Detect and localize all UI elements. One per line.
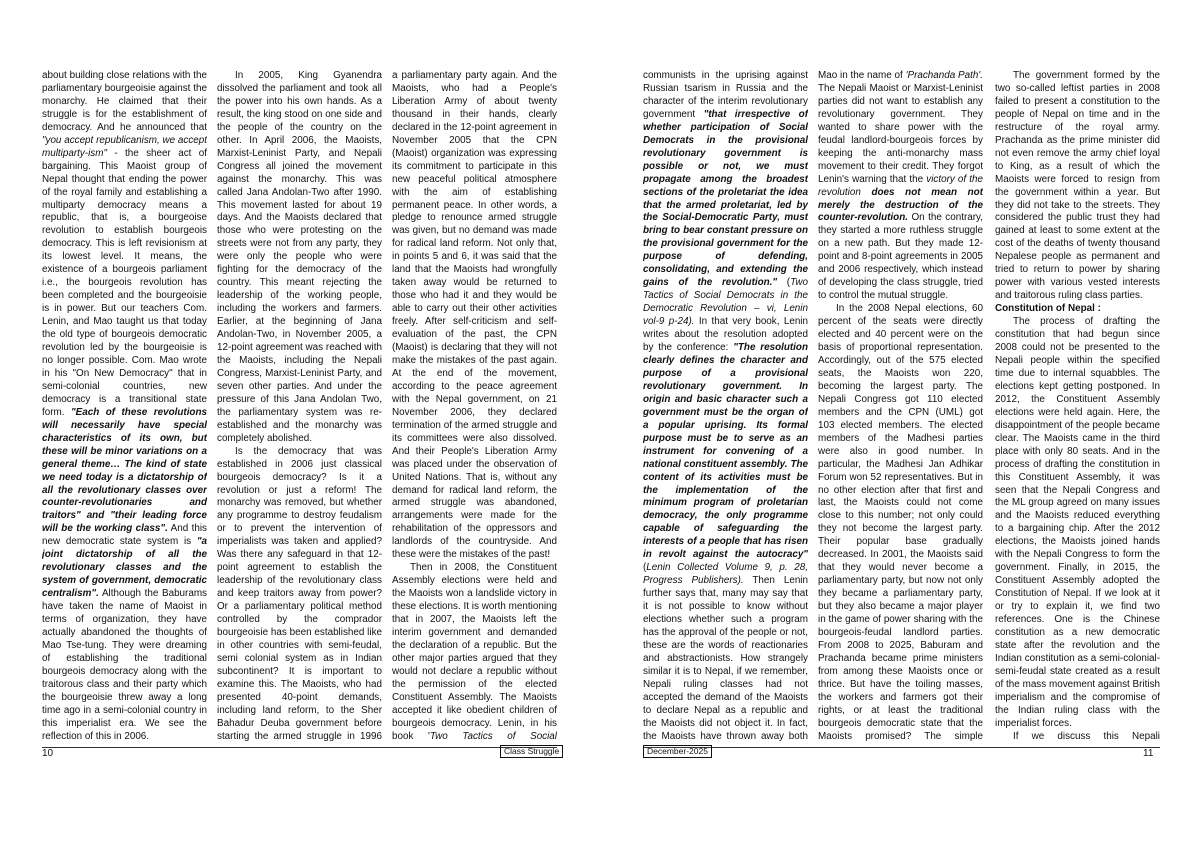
text-column-1 (42, 70, 207, 742)
paragraph: communists in the uprising against Russian tsarism in Russia and the character of the interim revolutionary government "that irrespective of whether participation of Social Democrats in the provisional revolutionary government is possible or not, we must propagate among the broadest sections of the proletariat the idea that the armed proletariat, led by the Social-Democratic Party, must bring to bear constant pressure on the provisional government for the purpose of defending, consolidating, and extending the gains of the revolution." (Two Tactics of Social Democrats in the Democratic Revolution – vi, Lenin vol-9 p-24). In that very book, Lenin writes about the resolution adopted by the conference: "The resolution clearly defines the character and purpose of a provisional revolutionary government. In origin and basic character such a government must be the organ of a popular uprising. Its formal purpose must be to serve as an instrument for convening of a national constituent assembly. The content of its activities must be the implementation of the minimum program of proletarian democracy, the only programme capable of safeguarding the interests of a people that has risen in revolt against the autocracy" (Lenin Collected Volume 9, p. 28, Progress Publishers). Then Lenin further says that, many may say that it is not possible to know without elections whether such a program has the approval of the people or not, these are the words of reactionaries and abstractionists. How strangely similar it is to Nepal, if we remember, Nepali ruling classes had not accepted the demand of the Maoists to declare Nepal as a republic and the Maoists did not object it. In fact, the Maoists have thrown away both (643, 70, 808, 742)
footer-rule-right (643, 747, 1160, 748)
paragraph: about building close relations with the parliamentary bourgeoisie against the monarchy. He claimed that their struggle is for the establishment of democracy. And he announced that "you accept republicanism, we accept multiparty-ism" - the sheer act of bargaining. This Maoist group of Nepal thought that ending the power of the royal family and establishing a multiparty democracy means a republic, that is, a bourgeoise revolution to establish bourgeois democracy. This is left revisionism at its lowest level. It means, the existence of a bourgeois parliament i.e., the bourgeois revolution has been completed and the bourgeoisie is in power. But our teachers Com. Lenin, and Mao taught us that today the old type of bourgeois democratic revolution led by the bourgeoisie is no longer possible. Com. Mao wrote in his "On New Democracy" that in semi-colonial countries, new democracy is a transitional state form. "Each of these revolutions will necessarily have special characteristics of its own, but these will be minor variations on a general theme… The kind of state we need today is a dictatorship of all the revolutionary classes over counter-revolutionaries and traitors" and "their leading force will be the working class". And this new democratic state system is "a joint dictatorship of all the revolutionary classes and the system of government, democratic centralism". Although the Baburams have taken the name of Maoist in terms of organization, they have actually abandoned the thoughts of Mao Tse-tung. They were dreaming of establishing the traditional bourgeois democracy along with the traitorous class and their party which the bourgeoisie threw away a long time ago in a semi-colonial country in this imperialist era. We see the reflection of this in 2006. (42, 70, 207, 742)
paragraph: Is the democracy that was established in 2006 just classical bourgeois democracy? Is it a revolution or just a reform! The monarchy was removed, but whether any programme to destroy feudalism or to prevent the intervention of imperialists was taken and applied? Was there any safeguard in that 12-point agreement to establish the leadership of the revolutionary class and keep traitors away from power? Or a parliamentary political method controlled by the comprador bourgeoisie has been established like in other countries with semi-feudal, semi colonial system as in Indian subcontinent? It is important to examine this. The Maoists, who had presented 40-point demands, including land reform, to the Sher Bahadur Deuba government before starting the armed struggle in 1996 (217, 445, 382, 742)
paragraph: Mao in the name of 'Prachanda Path'. The Nepali Maoist or Marxist-Leninist parties did not want to establish any revolutionary government. They wanted to share power with the feudal landlord-bourgeois forces by keeping the anti-monarchy mass movement to their credit. They forgot Lenin's warning that the victory of the revolution does not mean not merely the destruction of the counter-revolution. On the contrary, they started a more ruthless struggle on a new path. But they made 12-point and 8-point agreements in 2005 and 2006 respectively, which instead of developing the class struggle, tried to control the mutual struggle. (818, 70, 983, 302)
section-heading: Constitution of Nepal : (995, 303, 1101, 315)
page-number-left: 10 (42, 748, 54, 759)
text-column-3 (392, 70, 557, 742)
text-column-4 (643, 70, 808, 742)
paragraph: In 2005, King Gyanendra dissolved the parliament and took all the power into his own hands. As a result, the king stood on one side and the people of the country on the other. In April 2006, the Maoists, Marxist-Leninist Party, and Nepali Congress all joined the movement against the monarchy. This was called Jana Andolan-Two after 1990. This movement lasted for about 19 days. And the Maoists declared that those who were protesting on the streets were not from any party, they were only the people who were fighting for the democracy of the country. This meant rejecting the leadership of the working people, including the workers and farmers. Earlier, at the beginning of Jana Andolan-Two, in November 2005, a 12-point agreement was reached with the Maoists, including the Nepali Congress, Marxist-Leninist Party, and seven other parties. And under the pressure of this Jana Andolan Two, the parliamentary system was re-established and the monarchy was completely abolished. (217, 70, 382, 444)
paragraph: a parliamentary party again. And the Maoists, who had a People's Liberation Army of about twenty thousand in their hands, clearly declared in the 12-point agreement in November 2005 that the CPN (Maoist) organization was expressing its commitment to participate in this new peaceful political atmosphere with the aim of establishing permanent peace. In other words, a pledge to renounce armed struggle was given, but no demand was made for radical land reform. Not only that, in points 5 and 6, it was said that the land that the Maoists had wrongfully taken away would be returned to those who had it and they would be able to carry out their other activities freely. After self-criticism and self-evaluation of the past, the CPN (Maoist) is declaring that they will not make the mistakes of the past again. At the end of the movement, according to the peace agreement with the Nepal government, on 21 November 2006, they declared termination of the armed struggle and its committees were also dissolved. And their People's Liberation Army was placed under the observation of United Nations. That is, without any demand for radical land reform, the armed struggle was abandoned, arrangements were made for the rehabilitation of the oppressors and landlords of the countryside. And these were the mistakes of the past! (392, 70, 557, 561)
text-column-2 (217, 70, 382, 742)
publication-label: Class Struggle (500, 745, 563, 758)
footer-rule-left (42, 747, 557, 748)
paragraph: The government formed by the two so-called leftist parties in 2008 failed to present a constitution to the people of Nepal on time and in the restructure of the royal army. Prachanda as the prime minister did not even remove the army chief loyal to King, as a result of which the Maoists were forced to resign from the government within a year. But they did not take to the streets. They considered the public trust they had gained at least to some extent at the cost of the deaths of twenty thousand Nepalese people as permanent and tried to return to power by sharing power with various vested interests and traitorous ruling class parties. (995, 70, 1160, 302)
paragraph: The process of drafting the constitution that had begun since 2008 could not be presented to the Nepali people within the specified time due to internal squabbles. The elections kept getting postponed. In 2012, the Constituent Assembly elections were held again. Here, the disappointment of the people became clear. The Maoists came in the third place with only 80 seats. And in the process of drafting the constitution in this Constituent Assembly, it was seen that the Nepali Congress and the ML group agreed on many issues and the Maoists reduced everything to a bargaining chip. After the 2012 elections, the Maoists joined hands with the Nepali Congress to form the government. Finally, in 2015, the Constituent Assembly adopted the Constitution of Nepal. If we look at it or try to explain it, we find two references. One is the Chinese constitution as a new democratic state after the revolution and the Indian constitution as a semi-colonial-semi-feudal state created as a result of the mass movement against British imperialism and the compromise of the Indian ruling class with the imperialist forces. (995, 316, 1160, 729)
text-column-6 (995, 70, 1160, 742)
issue-date-label: December-2025 (643, 745, 712, 758)
text-column-5 (818, 70, 983, 742)
paragraph: If we discuss this Nepali (1013, 730, 1160, 742)
paragraph: In the 2008 Nepal elections, 60 percent of the seats were directly elected and 40 percent were on the basis of proportional representation. Accordingly, out of the 575 elected seats, the Maoists won 220, becoming the largest party. The Nepali Congress got 110 elected members and the CPN (UML) got 103 elected members. The elected members of the Madhesi parties were also in good number. In particular, the Madhesi Jan Adhikar Forum won 52 representatives. But in no other election after that first and last, the Maoists could not come close to this number; not only could they not become the largest party. Their popular base gradually decreased. In 2001, the Maoists said that they would never become a parliamentary party, but now not only they became a parliamentary party, but they also became a major player in the game of power sharing with the bourgeois-feudal landlord parties. From 2008 to 2025, Baburam and Prachanda became prime ministers from among these Maoists once or thrice. But have the toiling masses, the workers and farmers got their rights, or at least the traditional bourgeois democratic state that the Maoists promised? The simple (818, 303, 983, 742)
paragraph: Then in 2008, the Constituent Assembly elections were held and the Maoists won a landslide victory in these elections. It is worth mentioning that in 2007, the Maoists left the interim government and demanded the declaration of a republic. But the other major parties argued that they would not declare a republic without the permission of the elected Constituent Assembly. The Maoists accepted it like obedient children of bourgeois democracy. Lenin, in his book 'Two Tactics of Social (392, 562, 557, 742)
page-number-right: 11 (1143, 748, 1154, 759)
